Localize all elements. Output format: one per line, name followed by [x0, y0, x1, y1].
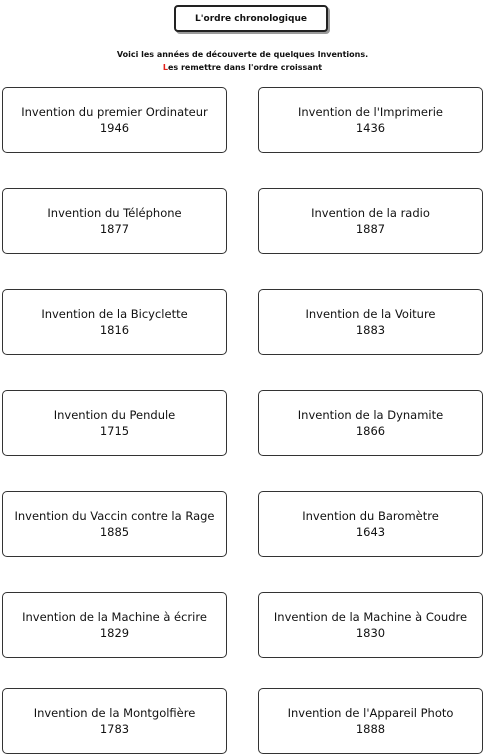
invention-card-label: Invention de la Bicyclette [41, 307, 188, 321]
invention-card-machine-a-coudre[interactable] [258, 592, 483, 658]
invention-card-label: Invention du Vaccin contre la Rage [14, 509, 215, 523]
invention-card-year: 1888 [355, 722, 386, 736]
invention-card-year: 1885 [99, 525, 130, 539]
invention-card-telephone[interactable] [2, 188, 227, 254]
invention-card-pendule[interactable] [2, 390, 227, 456]
invention-card-label: Invention de l'Imprimerie [297, 105, 443, 119]
invention-card-barometre[interactable] [258, 491, 483, 557]
invention-card-bicyclette[interactable] [2, 289, 227, 355]
invention-card-label: Invention de la Voiture [305, 307, 436, 321]
invention-card-year: 1436 [355, 121, 386, 135]
invention-card-year: 1643 [355, 525, 386, 539]
invention-card-vaccin-rage[interactable] [2, 491, 227, 557]
page-title-text: L'ordre chronologique [195, 13, 307, 24]
invention-card-label: Invention du premier Ordinateur [21, 105, 208, 119]
invention-card-imprimerie[interactable] [258, 87, 483, 153]
invention-card-label: Invention de la Machine à écrire [22, 610, 207, 624]
invention-card-year: 1830 [355, 626, 386, 640]
invention-card-dynamite[interactable] [258, 390, 483, 456]
invention-card-year: 1877 [99, 222, 130, 236]
invention-card-label: Invention du Téléphone [47, 206, 182, 220]
invention-card-radio[interactable] [258, 188, 483, 254]
invention-card-label: Invention du Pendule [53, 408, 176, 422]
invention-card-voiture[interactable] [258, 289, 483, 355]
invention-card-year: 1946 [99, 121, 130, 135]
invention-card-machine-a-ecrire[interactable] [2, 592, 227, 658]
instruction-line-1: Voici les années de découverte de quelques Inventions. [116, 50, 369, 59]
invention-card-label: Invention du Baromètre [302, 509, 439, 523]
invention-card-year: 1816 [99, 323, 130, 337]
invention-card-year: 1883 [355, 323, 386, 337]
invention-card-label: Invention de la radio [311, 206, 430, 220]
invention-card-label: Invention de l'Appareil Photo [287, 706, 454, 720]
invention-card-year: 1887 [355, 222, 386, 236]
invention-card-year: 1783 [99, 722, 130, 736]
instruction-initial: L [162, 63, 168, 72]
invention-card-label: Invention de la Dynamite [297, 408, 444, 422]
invention-card-appareil-photo[interactable] [258, 688, 483, 754]
instruction-line-2-text: es remettre dans l'ordre croissant [167, 63, 323, 72]
invention-card-year: 1829 [99, 626, 130, 640]
invention-card-ordinateur[interactable] [2, 87, 227, 153]
invention-card-montgolfiere[interactable] [2, 688, 227, 754]
invention-card-year: 1715 [99, 424, 130, 438]
invention-card-label: Invention de la Montgolfière [33, 706, 196, 720]
invention-card-year: 1866 [355, 424, 386, 438]
invention-card-label: Invention de la Machine à Coudre [273, 610, 468, 624]
